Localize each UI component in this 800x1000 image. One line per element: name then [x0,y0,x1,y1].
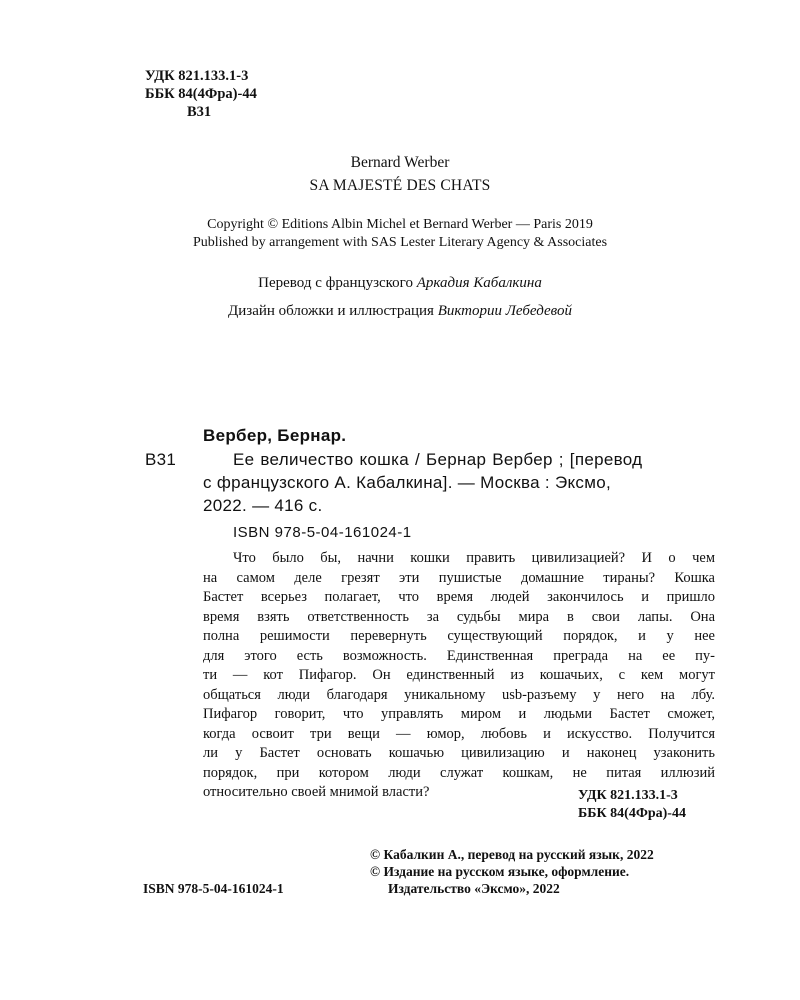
catalog-isbn: ISBN 978-5-04-161024-1 [233,524,412,541]
annotation-line: общаться люди благодаря уникальному usb-разъему у него на лбу. [203,686,715,703]
udk-code-bottom: УДК 821.133.1-3 [578,788,678,803]
annotation [203,549,715,803]
annotation-line: ти — кот Пифагор. Он единственный из кошачьих, с кем могут [203,667,715,683]
annotation-line: когда освоит три вещи — юмор, любовь и искусство. Получится [203,725,715,742]
imprint-isbn: ISBN 978-5-04-161024-1 [143,881,284,896]
translation-credit [0,275,800,292]
catalog-author-sign: В31 [145,450,177,469]
annotation-line: на самом деле грезят эти пушистые домашние тираны? Кошка [203,569,715,586]
design-prefix: Дизайн обложки и иллюстрация [228,303,434,319]
annotation-line: полна решимости перевернуть существующий порядок, и у нее [203,628,715,644]
author-sign-top: В31 [187,104,212,120]
annotation-line: Что было бы, начни кошки править цивилизацией? И о чем [233,550,715,566]
catalog-description-line: 2022. — 416 с. [203,496,323,515]
annotation-line: время взять ответственность за судьбы мира в свои лапы. Она [203,608,715,625]
annotation-line: Бастет всерьез полагает, что время людей закончилось и пришло [203,589,715,605]
bbk-code-top: ББК 84(4Фра)-44 [145,86,257,102]
copyright-edition: © Издание на русском языке, оформление. [370,864,630,879]
catalog-author: Вербер, Бернар. [203,426,347,445]
annotation-line: Пифагор говорит, что управлять миром и людьми Бастет сможет, [203,706,715,722]
annotation-line: для этого есть возможность. Единственная преграда на ее пу- [203,647,715,664]
catalog-description-line: Ее величество кошка / Бернар Вербер ; [перевод [233,450,643,469]
copyright-line: Copyright © Editions Albin Michel et Bernard Werber — Paris 2019 [207,217,593,232]
bbk-code-bottom: ББК 84(4Фра)-44 [578,806,686,821]
published-line: Published by arrangement with SAS Lester Literary Agency & Associates [192,235,608,250]
design-credit [0,303,800,320]
annotation-line: относительно своей мнимой власти? [203,784,430,800]
catalog-description-line: с французского А. Кабалкина]. — Москва : Эксмо, [203,473,611,492]
copyright-translation: © Кабалкин А., перевод на русский язык, 2022 [370,847,654,862]
translation-prefix: Перевод с французского [258,275,413,291]
annotation-line: порядок, при котором люди служат кошкам, не питая иллюзий [203,764,715,781]
translator-name: Аркадия Кабалкина [416,275,542,291]
annotation-line: ли у Бастет основать кошачью цивилизацию и наконец узаконить [203,745,715,761]
copyright-publisher: Издательство «Эксмо», 2022 [388,881,560,896]
designer-name: Виктории Лебедевой [437,303,572,319]
original-author: Bernard Werber [350,154,450,171]
udk-code-top: УДК 821.133.1-3 [145,68,249,84]
original-title: SA MAJESTÉ DES CHATS [309,177,491,194]
